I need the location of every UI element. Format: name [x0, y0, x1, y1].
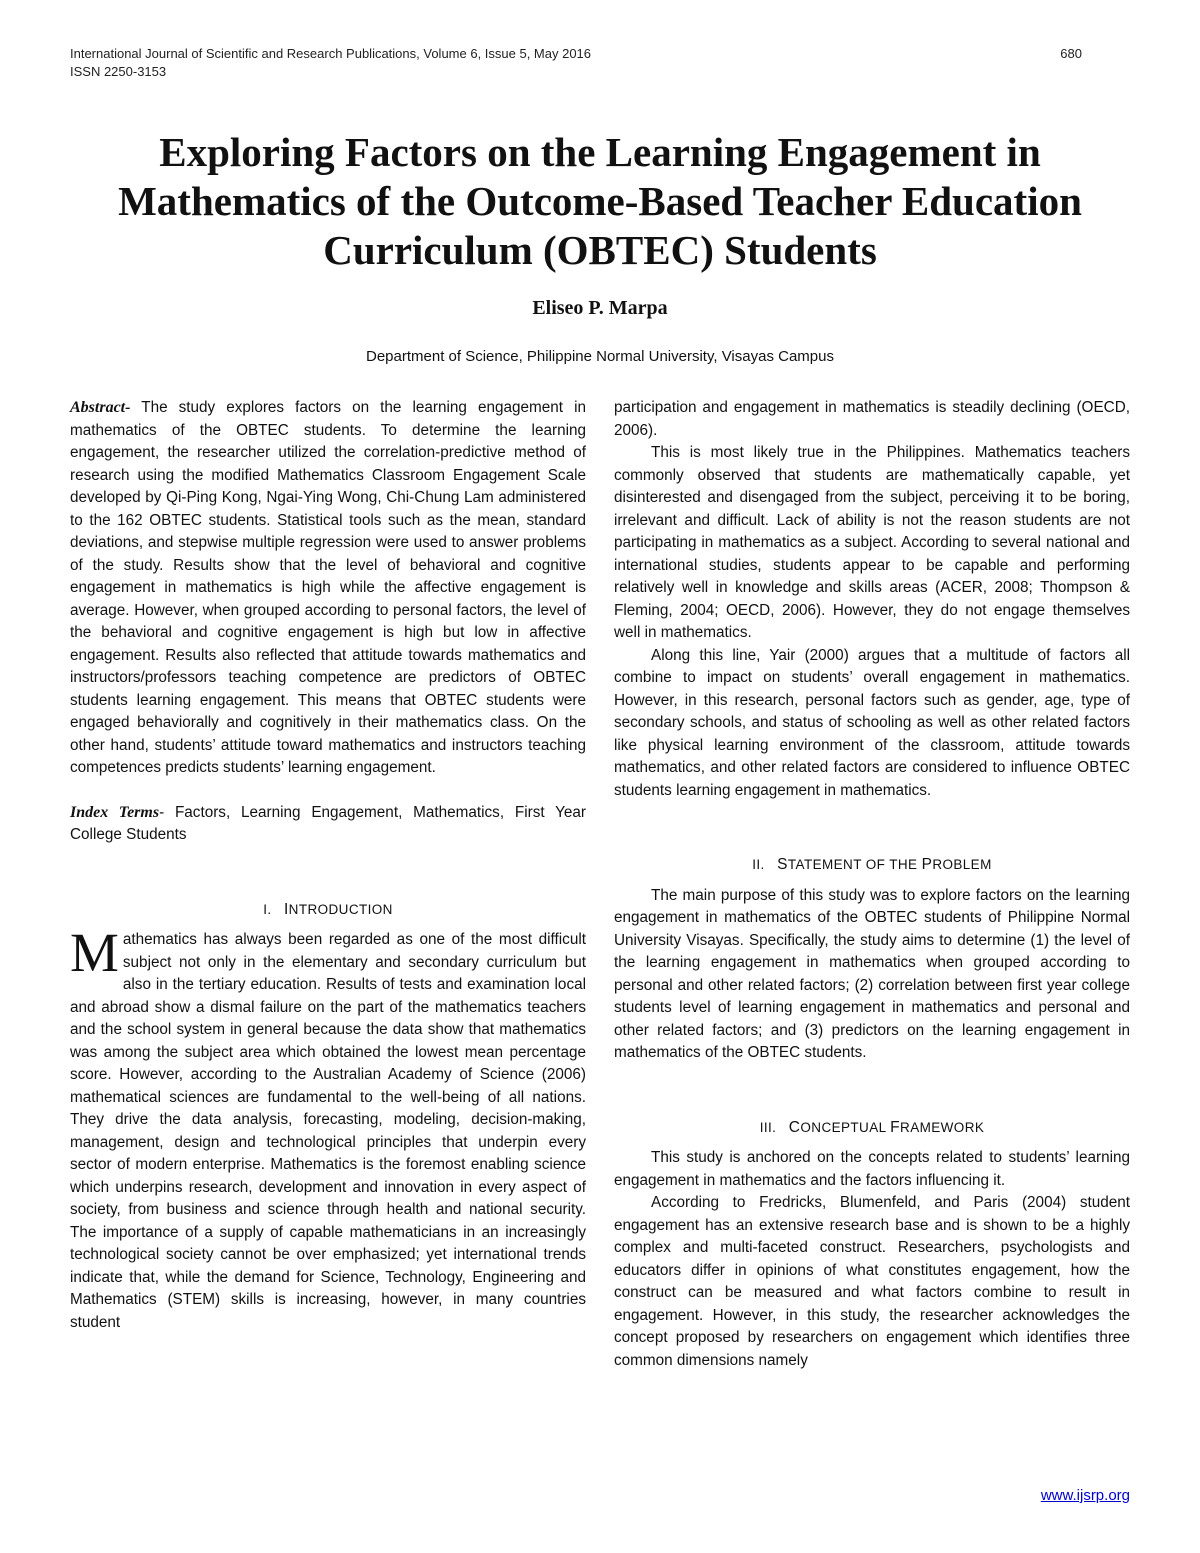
section-heading-introduction: I. INTRODUCTION: [263, 900, 393, 918]
drop-cap: M: [70, 922, 119, 983]
journal-website-link[interactable]: www.ijsrp.org: [1040, 1487, 1130, 1504]
section-heading-conceptual-framework: III. CONCEPTUAL FRAMEWORK: [759, 1118, 985, 1136]
abstract: [70, 397, 586, 780]
abstract-text: The study explores factors on the learning engagement in mathematics of the OBTEC students. To determine the learning engagement, the researcher utilized the correlation-predictive method of research using the modified Mathematics Classroom Engagement Scale developed by Qi-Ping Kong, Ngai-Ying Wong, Chi-Chung Lam administered to the 162 OBTEC students. Statistical tools such as the mean, standard deviations, and stepwise multiple regression were used to answer problems of the study. Results show that the level of behavioral and cognitive engagement in mathematics is high while the affective engagement is average. However, when grouped according to personal factors, the level of the behavioral and cognitive engagement is high but low in affective engagement. Results also reflected that attitude towards mathematics and instructors/professors teaching competence are predictors of OBTEC students learning engagement. This means that OBTEC students were engaged behaviorally and cognitively in their mathematics class. On the other hand, students’ attitude toward mathematics and instructors teaching competences predicts students’ learning engagement.: [70, 399, 586, 776]
paper-title: [60, 128, 1140, 275]
title-line-1: Exploring Factors on the Learning Engagement in: [159, 129, 1041, 175]
right-column: [614, 397, 1130, 1372]
index-terms-label: Index Terms: [70, 803, 160, 821]
intro-paragraph-2: This is most likely true in the Philippines. Mathematics teachers commonly observed that students are mathematically capable, yet disinterested and disengaged from the subject, perceiving it to be boring, irrelevant and difficult. Lack of ability is not the reason students are not participating in mathematics as a subject. According to several national and international studies, students appear to be capable and performing relatively well in knowledge and skills areas (ACER, 2008; Thompson & Fleming, 2004; OECD, 2006). However, they do not engage themselves well in mathematics.: [614, 444, 1130, 641]
issn-header: ISSN 2250-3153: [70, 64, 167, 79]
framework-paragraph-1: This study is anchored on the concepts related to students’ learning engagement in mathematics and the factors influencing it.: [614, 1149, 1130, 1189]
framework-paragraph-2: According to Fredricks, Blumenfeld, and Paris (2004) student engagement has an extensive research base and is shown to be a highly complex and multi-faceted construct. Researchers, psychologists and educators differ in opinions of what constitutes engagement, how the construct can be measured and what factors combine to result in engagement. However, in this study, the researcher acknowledges the concept proposed by researchers on engagement which identifies three common dimensions namely: [614, 1194, 1130, 1369]
index-terms: [70, 802, 586, 847]
title-line-2: Mathematics of the Outcome-Based Teacher Education: [118, 178, 1082, 224]
abstract-label: Abstract-: [70, 399, 131, 416]
intro-continued: participation and engagement in mathematics is steadily declining (OECD, 2006).: [614, 399, 1130, 439]
intro-paragraph-3: Along this line, Yair (2000) argues that a multitude of factors all combine to impact on students’ overall engagement in mathematics. However, in this research, personal factors such as gender, age, type of secondary schools, and status of schooling as well as other related factors like physical learning environment of the classroom, attitude towards mathematics, and other related factors are considered to influence OBTEC students learning engagement in mathematics.: [614, 646, 1130, 799]
page-number: 680: [1060, 46, 1082, 61]
intro-paragraph: [70, 922, 586, 1334]
title-line-3: Curriculum (OBTEC) Students: [323, 227, 877, 273]
journal-header: International Journal of Scientific and Research Publications, Volume 6, Issue 5, May 2016: [70, 46, 592, 61]
problem-paragraph: The main purpose of this study was to explore factors on the learning engagement in mathematics of the OBTEC students of Philippine Normal University Visayas. Specifically, the study aims to determine (1) the level of the learning engagement in mathematics when grouped according to personal and other related factors; (2) correlation between first year college students level of learning engagement in mathematics and personal and other related factors; and (3) predictors on the learning engagement in mathematics of the OBTEC students.: [614, 886, 1130, 1061]
author-affiliation: Department of Science, Philippine Normal University, Visayas Campus: [366, 348, 834, 365]
index-terms-text: - Factors, Learning Engagement, Mathematics, First Year College Students: [70, 803, 587, 843]
left-column: [70, 397, 586, 1334]
section-heading-statement-of-problem: II. STATEMENT OF THE PROBLEM: [752, 856, 992, 873]
author-name: Eliseo P. Marpa: [532, 297, 668, 319]
intro-text: athematics has always been regarded as one of the most difficult subject not only in the elementary and secondary curriculum but also in the tertiary education. Results of tests and examination local and abroad show a dismal failure on the part of the mathematics teachers and the school system in general because the data show that mathematics was among the subject area which obtained the lowest mean percentage score. However, according to the Australian Academy of Science (2006) mathematical sciences are fundamental to the well-being of all nations. They drive the data analysis, forecasting, modeling, decision-making, management, design and technological principles that underpin every sector of modern enterprise. Mathematics is the foremost enabling science which underpins research, development and innovation in every aspect of society, from business and science through health and national security. The importance of a supply of capable mathematicians in an increasingly technological society cannot be over emphasized; yet international trends indicate that, while the demand for Science, Technology, Engineering and Mathematics (STEM) skills is increasing, however, in many countries student: [70, 931, 586, 1331]
